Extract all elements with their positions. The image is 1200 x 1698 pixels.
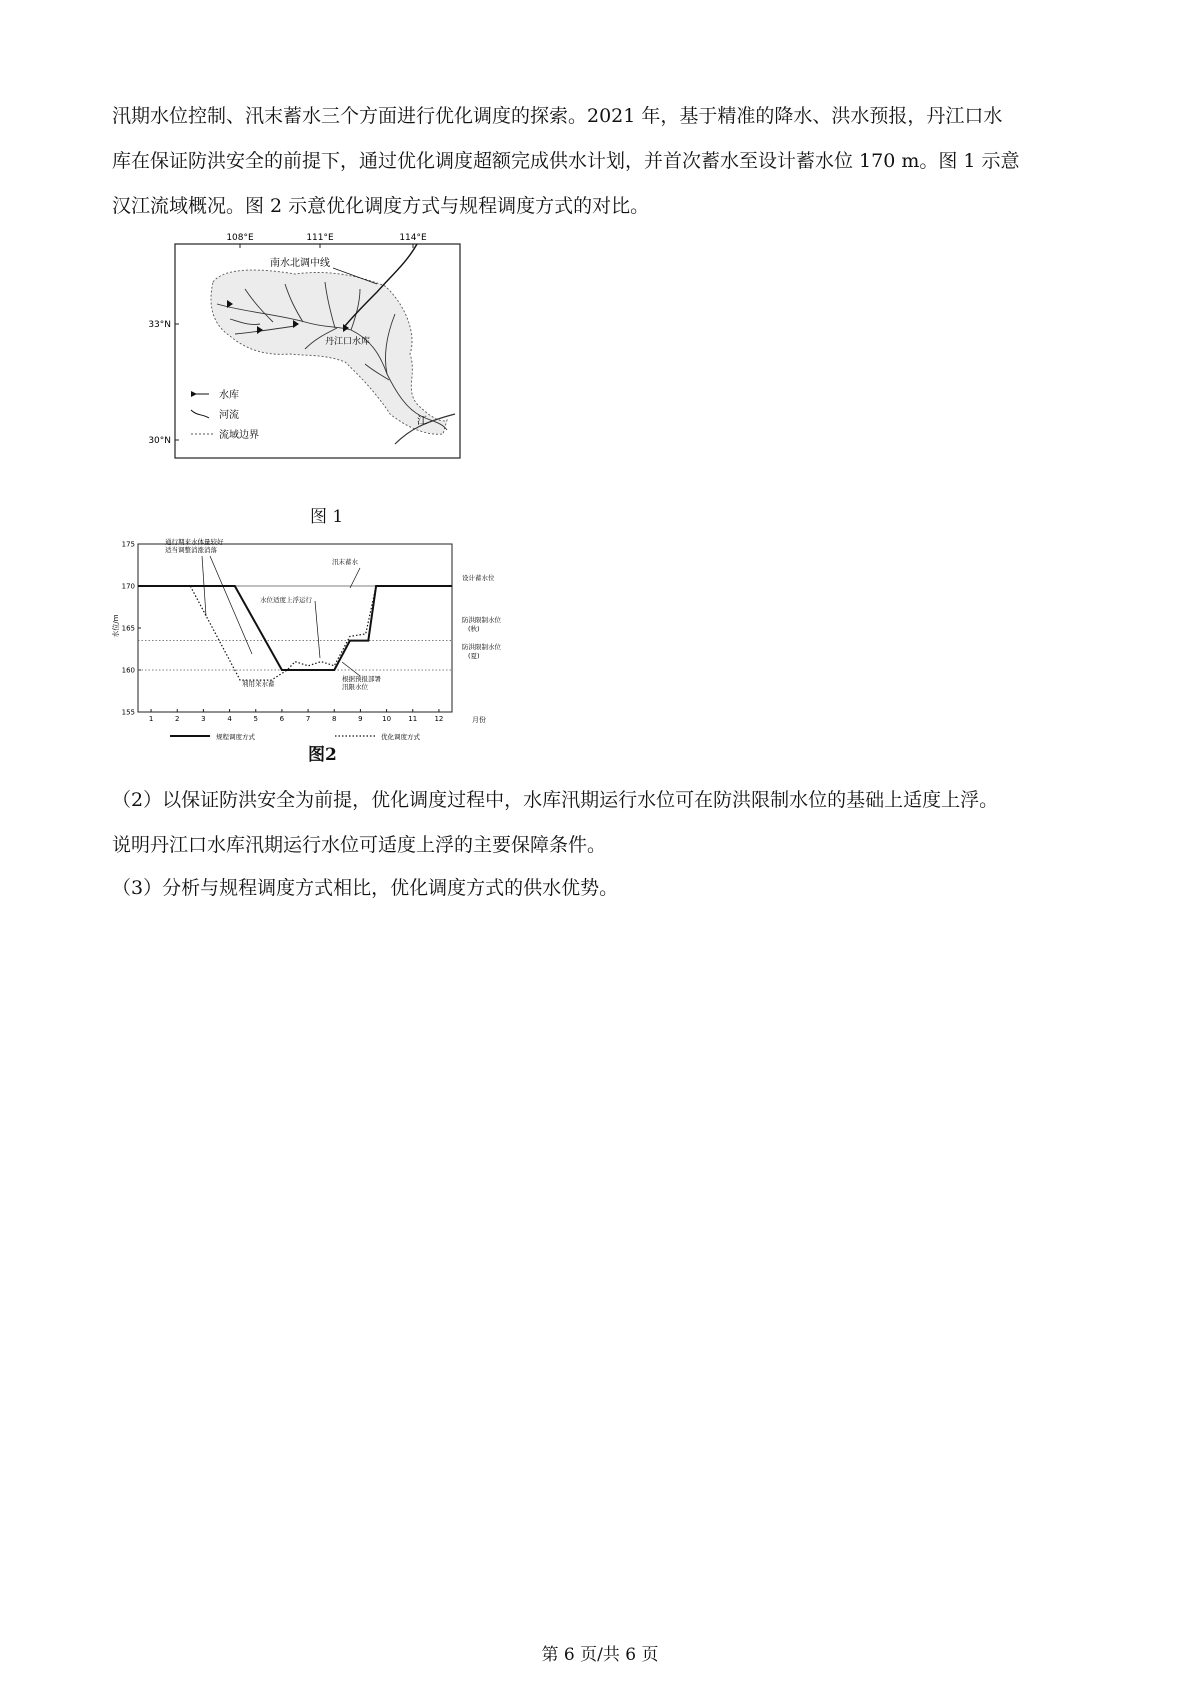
right-label-flood-summer: 防洪限制水位	[462, 643, 501, 651]
legend-boundary-label: 流域边界	[219, 430, 259, 441]
x-tick-label: 2	[175, 715, 180, 723]
river-icon	[191, 410, 209, 418]
y-tick-label: 160	[121, 666, 135, 675]
x-tick-label: 9	[358, 715, 363, 723]
legend-river-label: 河流	[219, 410, 239, 421]
route-label: 南水北调中线	[270, 258, 330, 269]
x-tick-label: 1	[148, 715, 154, 723]
annotation-top-left-2: 适当调整消涨消落	[165, 546, 217, 554]
intro-paragraph	[112, 94, 1102, 229]
page-footer: 第 6 页/共 6 页	[541, 1645, 659, 1665]
figure-2-chart	[110, 536, 540, 766]
y-axis-label: 水位/m	[112, 614, 120, 638]
question-3-line: （3）分析与规程调度方式相比，优化调度方式的供水优势。	[112, 877, 619, 899]
x-tick-label: 5	[253, 715, 258, 723]
annotation-rise: 水位适度上浮运行	[260, 596, 312, 604]
right-label-flood-autumn: 防洪限制水位	[462, 616, 501, 624]
right-label-design: 设计蓄水位	[462, 574, 495, 582]
lon-label-108: 108°E	[226, 233, 254, 243]
x-tick-label: 7	[305, 715, 311, 723]
y-tick-label: 155	[121, 708, 135, 717]
map-legend	[191, 388, 259, 441]
annotation-low: 利用来水蓄	[242, 680, 275, 688]
lon-label-114: 114°E	[399, 233, 427, 243]
question-3	[112, 866, 1102, 911]
annotation-end-store: 汛末蓄水	[332, 558, 358, 566]
x-tick-label: 11	[408, 715, 418, 723]
y-tick-label: 170	[121, 582, 135, 591]
x-tick-label: 3	[201, 715, 206, 723]
series-optimized-line	[138, 586, 376, 680]
annotation-arrow	[315, 601, 320, 658]
plot-frame	[138, 544, 452, 712]
annotation-arrow	[350, 568, 360, 588]
river-label: 江	[417, 416, 427, 427]
figure-2-caption: 图2	[308, 745, 337, 765]
lon-label-111: 111°E	[306, 233, 334, 243]
x-tick-label: 12	[434, 715, 444, 723]
y-tick-label: 165	[121, 624, 135, 633]
annotation-bottom-right-2: 汛限水位	[342, 683, 368, 691]
x-tick-label: 6	[279, 715, 285, 723]
legend-reservoir-label: 水库	[219, 390, 239, 401]
annotation-top-left-1: 通行期来水体量较好	[165, 538, 224, 546]
intro-line-1: 汛期水位控制、汛末蓄水三个方面进行优化调度的探索。2021 年，基于精准的降水、洪水预报，丹江口水	[112, 105, 1003, 127]
question-2-line-2: 说明丹江口水库汛期运行水位可适度上浮的主要保障条件。	[112, 834, 607, 856]
question-2	[112, 778, 1102, 868]
question-2-line-1: （2）以保证防洪安全为前提，优化调度过程中，水库汛期运行水位可在防洪限制水位的基础上适度上浮。	[112, 789, 999, 811]
figure-1-caption: 图 1	[310, 507, 344, 527]
legend-label-optimized: 优化调度方式	[381, 733, 420, 741]
reservoir-icon	[191, 391, 197, 397]
right-label-autumn: (秋)	[468, 625, 480, 633]
legend-label-regular: 规程调度方式	[216, 733, 255, 741]
lat-label-33: 33°N	[148, 320, 171, 330]
lat-label-30: 30°N	[148, 436, 171, 446]
intro-line-2: 库在保证防洪安全的前提下，通过优化调度超额完成供水计划，并首次蓄水至设计蓄水位 170 m。图 1 示意	[112, 150, 1020, 172]
reservoir-label: 丹江口水库	[325, 337, 371, 347]
right-label-summer: (夏)	[468, 652, 480, 660]
x-tick-label: 8	[332, 715, 337, 723]
annotation-arrow	[342, 662, 360, 676]
x-tick-label: 4	[227, 715, 232, 723]
y-tick-label: 175	[121, 540, 135, 549]
annotation-bottom-right-1: 根据预报部署	[342, 675, 381, 683]
x-axis-label: 月份	[472, 716, 486, 724]
figure-1-map	[148, 233, 505, 544]
x-tick-label: 10	[382, 715, 392, 723]
intro-line-3: 汉江流域概况。图 2 示意优化调度方式与规程调度方式的对比。	[112, 195, 650, 217]
